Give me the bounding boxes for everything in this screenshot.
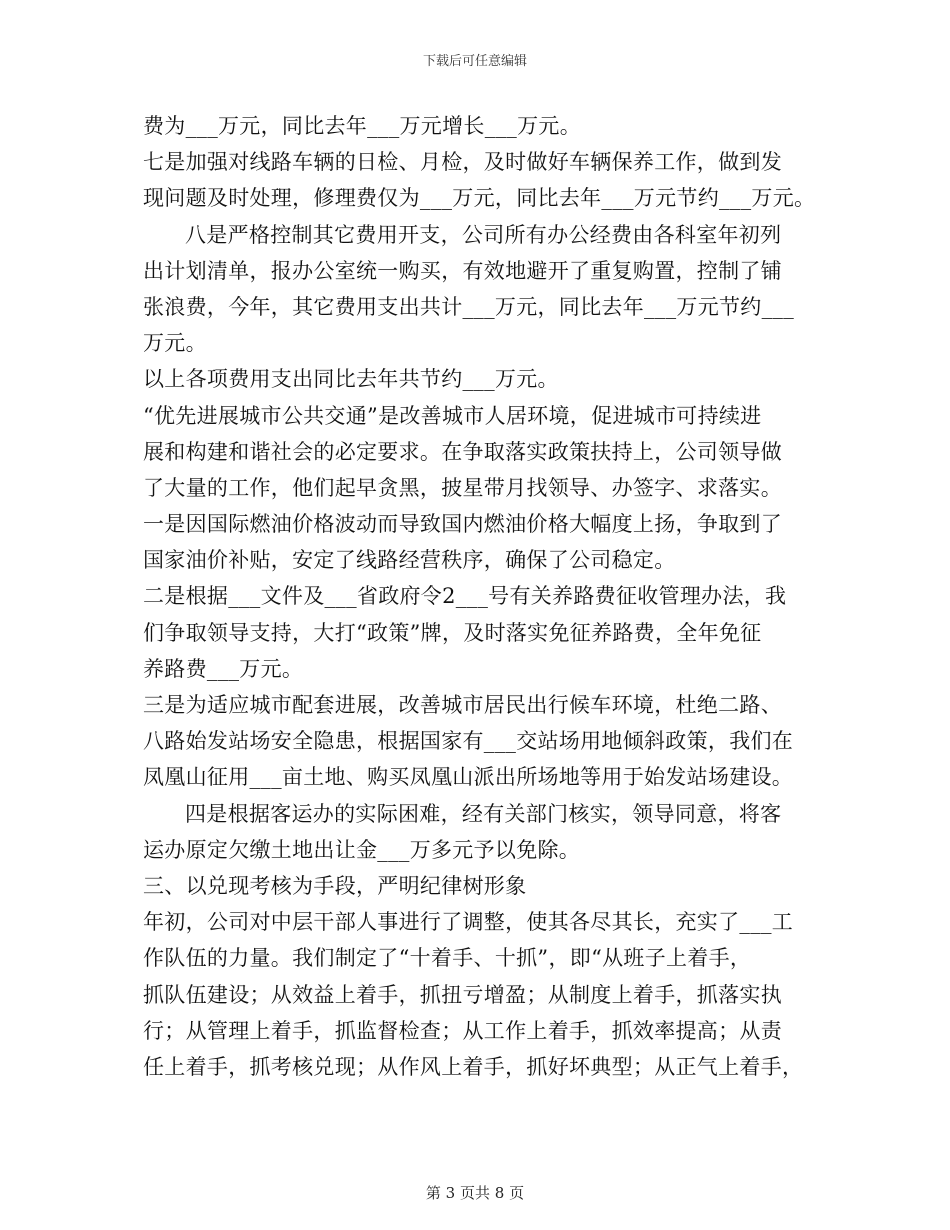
text-line: 一是因国际燃油价格波动而导致国内燃油价格大幅度上扬，争取到了 xyxy=(143,512,782,537)
text-line: 凤凰山征用___亩土地、购买凤凰山派出所场地等用于始发站场建设。 xyxy=(143,765,794,790)
text-line: 万元。 xyxy=(143,331,207,356)
text-line: 八是严格控制其它费用开支，公司所有办公经费由各科室年初列 xyxy=(185,222,782,247)
text-line: 作队伍的力量。我们制定了“十着手、十抓”，即“从班子上着手， xyxy=(143,946,752,971)
page-header-note: 下载后可任意编辑 xyxy=(422,54,527,69)
text-line: 了大量的工作，他们起早贪黑，披星带月找领导、办签字、求落实。 xyxy=(143,475,782,500)
document-body xyxy=(143,108,823,1085)
text-line: 三是为适应城市配套进展，改善城市居民出行候车环境，杜绝二路、 xyxy=(143,693,782,717)
text-line: 运办原定欠缴土地出让金___万多元予以免除。 xyxy=(143,837,581,862)
text-line: 养路费___万元。 xyxy=(143,656,304,681)
text-line: 现问题及时处理，修理费仅为___万元，同比去年___万元节约___万元。 xyxy=(143,186,816,211)
text-line: 抓队伍建设；从效益上着手，抓扭亏增盈；从制度上着手，抓落实执 xyxy=(143,982,782,1007)
text-line: 七是加强对线路车辆的日检、月检，及时做好车辆保养工作，做到发 xyxy=(143,150,782,175)
text-line: 行；从管理上着手，抓监督检查；从工作上着手，抓效率提高；从责 xyxy=(143,1018,782,1043)
text-line: 以上各项费用支出同比去年共节约___万元。 xyxy=(143,367,559,392)
text-line: 四是根据客运办的实际困难，经有关部门核实，领导同意，将客 xyxy=(185,801,782,826)
text-line: 三、以兑现考核为手段，严明纪律树形象 xyxy=(143,873,527,898)
text-line: 们争取领导支持，大打“政策”牌，及时落实免征养路费，全年免征 xyxy=(143,620,762,645)
text-line: 出计划清单，报办公室统一购买，有效地避开了重复购置，控制了铺 xyxy=(143,258,782,283)
text-line: 八路始发站场安全隐患，根据国家有___交站场用地倾斜政策，我们在 xyxy=(143,729,794,754)
text-line: 张浪费，今年，其它费用支出共计___万元，同比去年___万元节约___ xyxy=(143,294,794,319)
text-line: 二是根据___文件及___省政府令2___号有关养路费征收管理办法，我 xyxy=(143,584,787,609)
text-line: 费为___万元，同比去年___万元增长___万元。 xyxy=(143,114,581,138)
text-line: 展和构建和谐社会的必定要求。在争取落实政策扶持上，公司领导做 xyxy=(143,439,782,464)
text-line: 任上着手，抓考核兑现；从作风上着手，抓好坏典型；从正气上着手， xyxy=(143,1054,804,1079)
text-line: 国家油价补贴，安定了线路经营秩序，确保了公司稳定。 xyxy=(143,548,676,573)
text-line: “优先进展城市公共交通”是改善城市人居环境，促进城市可持续进 xyxy=(143,403,762,428)
page-footer-number: 第 3 页共 8 页 xyxy=(425,1184,525,1202)
text-line: 年初，公司对中层干部人事进行了调整，使其各尽其长，充实了___工 xyxy=(143,910,794,935)
